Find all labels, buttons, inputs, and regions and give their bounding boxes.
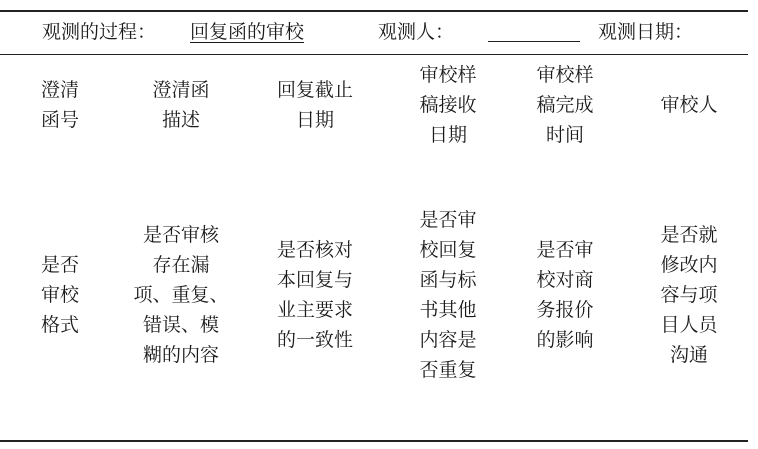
process-value: 回复函的审校 (190, 21, 305, 43)
table-cell-text: 是否 审校 格式 (40, 254, 79, 336)
table-bottom-rule (0, 440, 748, 442)
column-header-text: 审校样 稿完成 时间 (536, 64, 594, 146)
table-cell-text: 是否审核 存在漏 项、重复、 错误、模 糊的内容 (133, 224, 229, 366)
table-cell-text: 是否审 校回复 函与标 书其他 内容是 否重复 (419, 209, 477, 381)
table-cell-text: 是否审 校对商 务报价 的影响 (536, 239, 594, 351)
process-label: 观测的过程： (42, 21, 157, 43)
column-header (250, 58, 380, 152)
table-cell-text: 是否就 修改内 容与项 目人员 沟通 (660, 224, 718, 366)
column-header-text: 回复截止 日期 (276, 79, 353, 131)
column-header-text: 澄清函 描述 (152, 79, 210, 131)
column-header (624, 58, 754, 152)
table-cell (0, 200, 125, 390)
column-header (116, 58, 246, 152)
header-divider-rule (0, 54, 748, 55)
table-cell (500, 200, 630, 390)
observation-info-row (42, 14, 748, 50)
table-cell (250, 200, 380, 390)
table-cell-text: 是否核对 本回复与 业主要求 的一致性 (276, 239, 353, 351)
column-header (383, 58, 513, 152)
observer-blank-line (488, 41, 580, 42)
table-cell (116, 200, 246, 390)
table-cell (383, 200, 513, 390)
column-header (0, 58, 125, 152)
table-cell (624, 200, 754, 390)
table-top-rule (0, 10, 748, 12)
column-header-text: 审校样 稿接收 日期 (419, 64, 477, 146)
observer-label: 观测人： (378, 21, 455, 43)
column-header (500, 58, 630, 152)
column-header-text: 审校人 (660, 94, 718, 116)
observation-date-label: 观测日期： (598, 21, 694, 43)
column-header-text: 澄清 函号 (40, 79, 79, 131)
